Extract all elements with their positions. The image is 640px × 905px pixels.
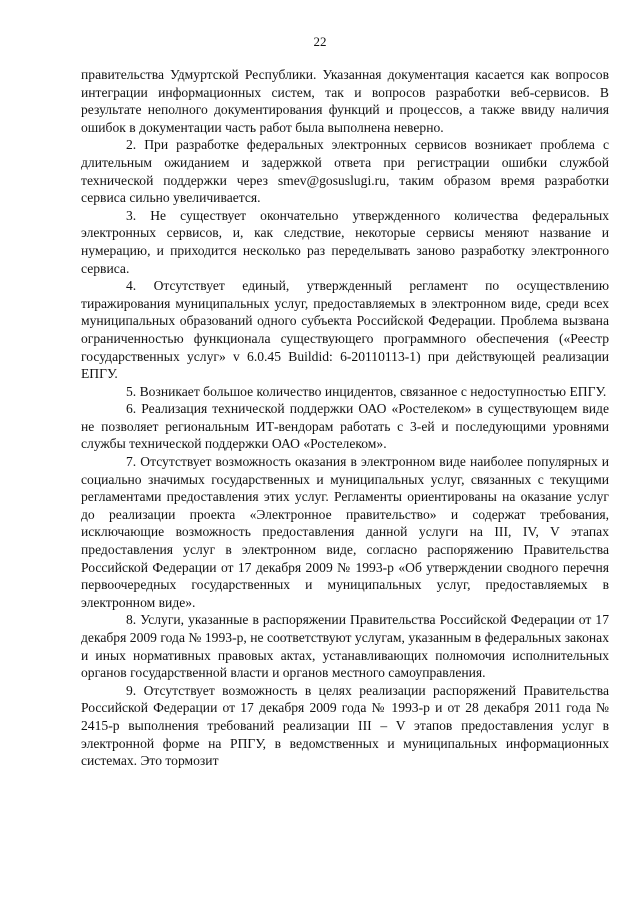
paragraph-item-3: 3. Не существует окончательно утвержденного количества федеральных электронных сервисов, и, как следствие, некоторые сервисы меняют название и нумерацию, и приходится несколько раз переделывать заново разработку электронного сервиса. — [81, 207, 609, 276]
paragraph-item-2: 2. При разработке федеральных электронных сервисов возникает проблема с длительным ожиданием и задержкой ответа при регистрации ошибки службой технической поддержки через smev@gosuslugi.ru, таким образом время разработки сервиса сильно увеличивается. — [81, 137, 609, 206]
paragraph-item-4: 4. Отсутствует единый, утвержденный регламент по осуществлению тиражирования муниципальных услуг, предоставляемых в электронном виде, среди всех муниципальных образований одного субъекта Российской Федерации. Проблема вызвана ограниченностью функционала существующего программного обеспечения («Реестр государственных услуг» v 6.0.45 Buildid: 6-20110113-1) при действующей реализации ЕПГУ. — [81, 278, 609, 382]
paragraph-item-8: 8. Услуги, указанные в распоряжении Правительства Российской Федерации от 17 декабря 2009 года № 1993-р, не соответствуют услугам, указанным в федеральных законах и иных нормативных правовых актах, устанавливающих полномочия исполнительных органов государственной власти и органов местного самоуправления. — [81, 612, 609, 681]
paragraph-item-9: 9. Отсутствует возможность в целях реализации распоряжений Правительства Российской Федерации от 17 декабря 2009 года № 1993-р и от 28 декабря 2011 года № 2415-р выполнения требований реализации III – V этапов предоставления услуг в электронной форме на РПГУ, в ведомственных и муниципальных информационных системах. Это тормозит — [81, 682, 609, 769]
document-body — [81, 66, 609, 770]
paragraph-item-6: 6. Реализация технической поддержки ОАО «Ростелеком» в существующем виде не позволяет региональным ИТ-вендорам работать с 3-ей и последующими уровнями службы технической поддержки ОАО «Ростелеком». — [81, 401, 609, 452]
paragraph-continuation: правительства Удмуртской Республики. Указанная документация касается как вопросов интеграции информационных систем, так и вопросов разработки веб-сервисов. В результате неполного документирования функций и процессов, а также ввиду наличия ошибок в документации часть работ была выполнена неверно. — [81, 67, 609, 135]
paragraph-item-7: 7. Отсутствует возможность оказания в электронном виде наиболее популярных и социально значимых государственных и муниципальных услуг, связанных с текущими регламентами предоставления этих услуг. Регламенты ориентированы на оказание услуг до реализации проекта «Электронное правительство» и содержат требования, исключающие возможность предоставления данной услуги на III, IV, V этапах предоставления услуг в электронном виде, согласно распоряжению Правительства Российской Федерации от 17 декабря 2009 № 1993-р «Об утверждении сводного перечня первоочередных государственных и муниципальных услуг, предоставляемых в электронном виде». — [81, 454, 609, 610]
page-number: 22 — [313, 34, 327, 49]
paragraph-item-5: 5. Возникает большое количество инцидентов, связанное с недоступностью ЕПГУ. — [126, 383, 607, 399]
